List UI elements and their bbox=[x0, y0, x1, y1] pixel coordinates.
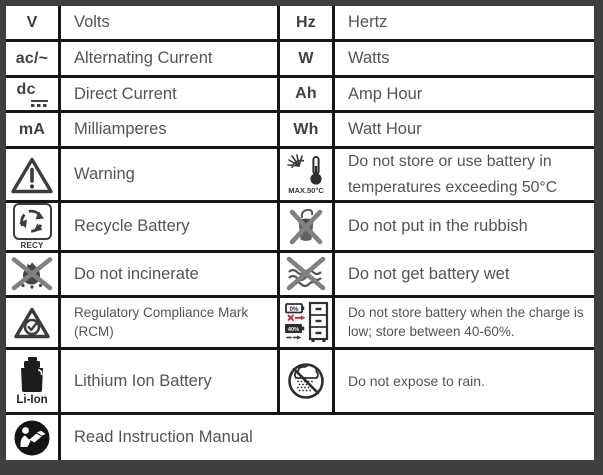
desc-warning: Warning bbox=[61, 149, 277, 200]
dc-symbol-lines-icon bbox=[31, 100, 48, 107]
warning-icon bbox=[10, 155, 54, 195]
li-ion-label: Li-Ion bbox=[16, 393, 48, 406]
symbol-watts-label: W bbox=[298, 49, 314, 67]
dc-symbol-label: dc bbox=[16, 80, 36, 98]
desc-no-rubbish: Do not put in the rubbish bbox=[335, 203, 594, 250]
symbol-amp-hour bbox=[280, 78, 332, 110]
symbol-amp-hour-label: Ah bbox=[295, 85, 317, 102]
read-manual-cell bbox=[6, 415, 58, 460]
no-incinerate-cell bbox=[6, 253, 58, 295]
battery-low-label: 0% bbox=[289, 306, 299, 313]
symbol-dc bbox=[6, 78, 58, 110]
desc-no-rain: Do not expose to rain. bbox=[335, 350, 594, 412]
no-water-cell bbox=[280, 253, 332, 295]
desc-max-temp: Do not store or use battery in temperatures exceeding 50°C bbox=[335, 149, 594, 200]
desc-rcm: Regulatory Compliance Mark (RCM) bbox=[61, 298, 277, 347]
rcm-cell bbox=[6, 298, 58, 347]
desc-volts: Volts bbox=[61, 6, 277, 39]
symbol-hertz bbox=[280, 6, 332, 39]
desc-milliamperes: Milliamperes bbox=[61, 113, 277, 146]
desc-li-ion: Lithium Ion Battery bbox=[61, 350, 277, 412]
max-temp-label: MAX.50°C bbox=[288, 186, 324, 195]
symbol-milliamps bbox=[6, 113, 58, 146]
symbol-ac-label: ac/~ bbox=[15, 49, 49, 67]
desc-alternating-current: Alternating Current bbox=[61, 42, 277, 75]
no-incinerate-icon bbox=[9, 256, 55, 292]
no-rubbish-cell bbox=[280, 203, 332, 250]
symbol-volts-label: V bbox=[26, 13, 38, 31]
no-rain-icon bbox=[285, 360, 327, 402]
li-ion-cell bbox=[6, 350, 58, 412]
read-manual-icon bbox=[11, 417, 53, 459]
no-rubbish-icon bbox=[286, 206, 326, 248]
desc-no-incinerate: Do not incinerate bbox=[61, 253, 277, 295]
desc-no-water: Do not get battery wet bbox=[335, 253, 594, 295]
desc-direct-current: Direct Current bbox=[61, 78, 277, 110]
desc-watt-hour: Watt Hour bbox=[335, 113, 594, 146]
recycle-battery-icon bbox=[13, 203, 52, 240]
symbol-watt-hour bbox=[280, 113, 332, 146]
desc-watts: Watts bbox=[335, 42, 594, 75]
no-rain-cell bbox=[280, 350, 332, 412]
battery-high-label: 40% bbox=[287, 326, 300, 333]
li-ion-battery-icon bbox=[17, 357, 47, 393]
max-temp-cell bbox=[280, 149, 332, 200]
desc-read-manual: Read Instruction Manual bbox=[61, 415, 594, 460]
dc-symbol bbox=[17, 82, 48, 107]
symbol-watt-hour-label: Wh bbox=[293, 120, 319, 138]
symbol-hertz-label: Hz bbox=[296, 13, 316, 31]
warning-cell bbox=[6, 149, 58, 200]
battery-storage-icon bbox=[283, 301, 329, 345]
desc-battery-storage: Do not store battery when the charge is low; store between 40-60%. bbox=[335, 298, 594, 347]
desc-amp-hour: Amp Hour bbox=[335, 78, 594, 110]
symbol-milliamps-label: mA bbox=[18, 120, 46, 138]
max-temp-icon bbox=[284, 154, 328, 186]
desc-recycle-battery: Recycle Battery bbox=[61, 203, 277, 250]
recycle-label: RECY bbox=[20, 241, 44, 250]
battery-storage-cell bbox=[280, 298, 332, 347]
rcm-icon bbox=[11, 305, 53, 341]
symbol-watts bbox=[280, 42, 332, 75]
recycle-cell bbox=[6, 203, 58, 250]
desc-hertz: Hertz bbox=[335, 6, 594, 39]
symbol-volts bbox=[6, 6, 58, 39]
symbol-ac bbox=[6, 42, 58, 75]
no-water-icon bbox=[283, 255, 329, 293]
